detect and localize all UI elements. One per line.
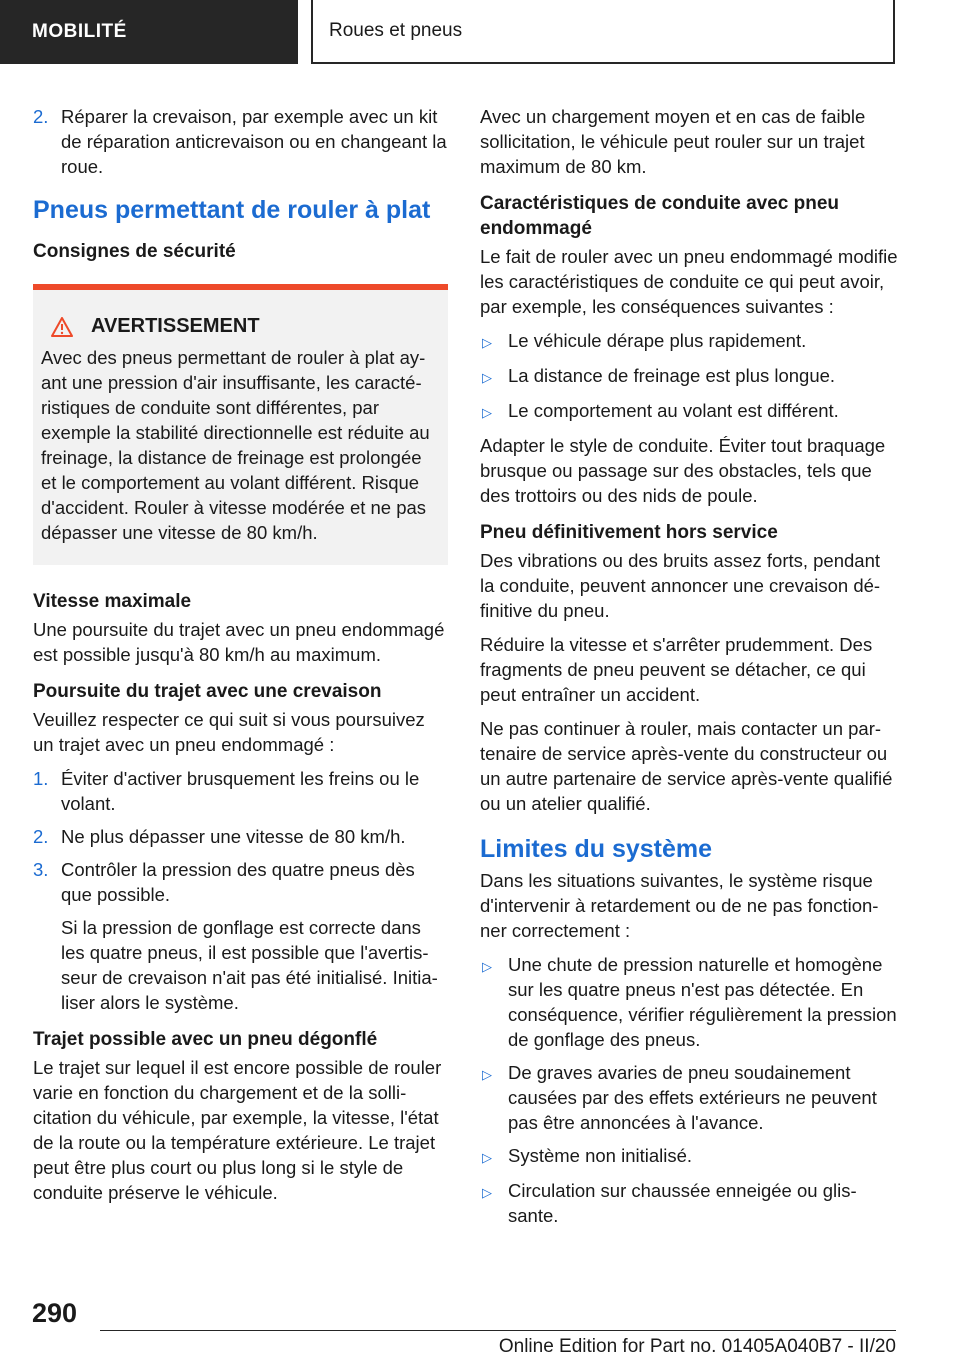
heading-continue: Poursuite du trajet avec une crevaison [33, 681, 382, 702]
list-number: 1. [33, 768, 49, 789]
header-section [0, 0, 298, 64]
step3-subparagraph: Si la pression de gonflage est correcte dans les quatre pneus, il est possible que l'avertisseur de crevaison n'ait pas été initialisé. Initialiser alors le système. [61, 917, 438, 1013]
warning-text: Avec des pneus permettant de rouler à plat ayant une pression d'air insuffisante, les caractéristiques de conduite sont différentes, par exemple la stabilité directionnelle est réduite au freinage, la distance de freinage est prolongée et le comportement au volant différent. Risque d'accident. Rouler à vitesse modérée et ne pas dépasser une vitesse de 80 km/h. [41, 347, 430, 543]
triangle-right-icon: ▷ [482, 405, 492, 420]
list-text: Éviter d'activer brusquement les freins ou le volant. [61, 768, 420, 814]
list-number: 3. [33, 859, 49, 880]
list-text: La distance de freinage est plus longue. [508, 365, 836, 386]
heading-driving: Caractéristiques de conduite avec pneu endommagé [480, 193, 840, 239]
header-chapter-label: Roues et pneus [329, 20, 463, 41]
list-text: Ne plus dépasser une vitesse de 80 km/h. [61, 826, 406, 847]
footer-edition: Online Edition for Part no. 01405A040B7 - II/20 [498, 1336, 896, 1357]
paragraph-distance: Le trajet sur lequel il est encore possible de rouler varie en fonction du chargement et de la sollicitation du véhicule, par exemple, la vitesse, l'état de la route ou la température extérieure. Le trajet peut être plus court ou plus long si le style de conduite préserve le véhicule. [33, 1057, 442, 1203]
list-text: Circulation sur chaussée enneigée ou glissante. [508, 1180, 857, 1226]
list-number: 2. [33, 106, 49, 127]
footer-divider [100, 1330, 896, 1331]
list-number: 2. [33, 826, 49, 847]
list-item [480, 1178, 898, 1228]
list-item [33, 857, 448, 907]
header-chapter [311, 0, 895, 64]
warning-triangle-icon [51, 317, 73, 337]
list-item [480, 328, 898, 355]
paragraph-defect-1: Des vibrations ou des bruits assez forts, pendant la conduite, peuvent annoncer une crevaison définitive du pneu. [480, 550, 881, 621]
triangle-right-icon: ▷ [482, 1150, 492, 1165]
right-column [480, 104, 898, 1236]
triangle-right-icon: ▷ [482, 335, 492, 350]
list-text: Contrôler la pression des quatre pneus dès que possible. [61, 859, 415, 905]
warning-title-row [41, 314, 438, 339]
paragraph-defect-2: Réduire la vitesse et s'arrêter prudemment. Des fragments de pneu peuvent se détacher, ce qui peut entraîner un accident. [480, 634, 873, 705]
header-section-label: MOBILITÉ [32, 21, 127, 42]
list-text: Le véhicule dérape plus rapidement. [508, 330, 807, 351]
page-number: 290 [32, 1298, 78, 1328]
triangle-right-icon: ▷ [482, 1067, 492, 1082]
paragraph-driving: Le fait de rouler avec un pneu endommagé modifie les caractéristiques de conduite ce qui peut avoir, par exemple, les conséquences suivantes : [480, 246, 898, 317]
triangle-right-icon: ▷ [482, 959, 492, 974]
triangle-right-icon: ▷ [482, 1185, 492, 1200]
list-item [33, 824, 448, 849]
list-item [480, 1060, 898, 1135]
paragraph-adapt: Adapter le style de conduite. Éviter tout braquage brusque ou passage sur des obstacles, tels que des trottoirs ou des nids de poule. [480, 435, 886, 506]
paragraph-defect-3: Ne pas continuer à rouler, mais contacter un partenaire de service après-vente du constructeur ou un autre partenaire de service après-vente qualifié ou un atelier qualifié. [480, 718, 893, 814]
list-item [33, 766, 448, 816]
list-text: Réparer la crevaison, par exemple avec un kit de réparation anticrevaison ou en changeant la roue. [61, 106, 447, 177]
list-item [480, 398, 898, 425]
triangle-right-icon: ▷ [482, 370, 492, 385]
heading-distance: Trajet possible avec un pneu dégonflé [33, 1029, 378, 1050]
heading-safety: Consignes de sécurité [33, 241, 236, 262]
list-item [480, 363, 898, 390]
warning-title: AVERTISSEMENT [91, 315, 260, 337]
list-text: Une chute de pression naturelle et homogène sur les quatre pneus n'est pas détectée. En conséquence, vérifier régulièrement la pression de gonflage des pneus. [508, 954, 897, 1050]
heading-defect: Pneu définitivement hors service [480, 522, 778, 543]
paragraph-speed: Une poursuite du trajet avec un pneu endommagé est possible jusqu'à 80 km/h au maximum. [33, 619, 445, 665]
paragraph-load: Avec un chargement moyen et en cas de faible sollicitation, le véhicule peut rouler sur un trajet maximum de 80 km. [480, 106, 866, 177]
list-text: Système non initialisé. [508, 1145, 693, 1166]
list-text: Le comportement au volant est différent. [508, 400, 839, 421]
list-item [480, 952, 898, 1052]
list-text: De graves avaries de pneu soudainement causées par des effets extérieurs ne peuvent pas être annoncées à l'avance. [508, 1062, 877, 1133]
warning-box [33, 284, 448, 565]
paragraph-limits: Dans les situations suivantes, le système risque d'intervenir à retardement ou de ne pas fonctionner correctement : [480, 870, 879, 941]
list-item [480, 1143, 898, 1170]
left-column [33, 104, 448, 1214]
heading-limits: Limites du système [480, 835, 713, 863]
heading-runflat: Pneus permettant de rouler à plat [33, 196, 431, 224]
list-item [33, 104, 448, 179]
heading-speed: Vitesse maximale [33, 591, 192, 612]
paragraph-continue: Veuillez respecter ce qui suit si vous poursuivez un trajet avec un pneu endommagé : [33, 709, 425, 755]
